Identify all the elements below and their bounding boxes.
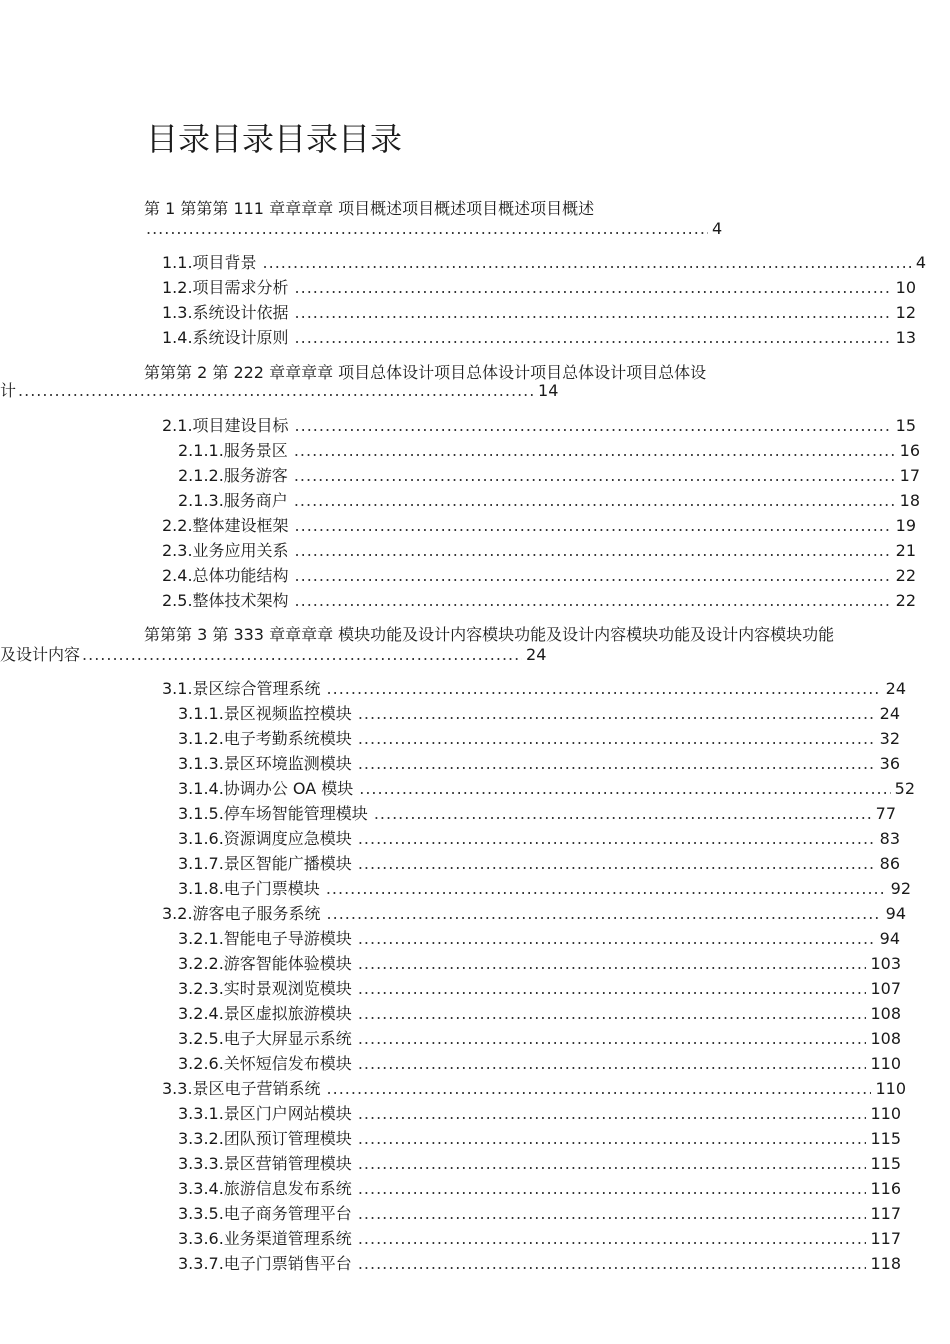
toc-entry-3-2-1[interactable]: [178, 927, 900, 951]
toc-entry-title: 协调办公 OA 模块: [223, 779, 354, 798]
toc-dot-leader: [358, 1202, 867, 1226]
toc-dot-leader: [18, 380, 534, 402]
toc-dot-leader: [358, 927, 876, 951]
toc-entry-3-1-3[interactable]: [178, 752, 900, 776]
toc-entry-3-3-1[interactable]: [178, 1102, 901, 1126]
toc-dot-leader: [263, 251, 912, 275]
toc-entry-2-2[interactable]: [162, 514, 916, 538]
toc-entry-3-3-7[interactable]: [178, 1252, 901, 1276]
toc-chapter-1-page: 4: [712, 219, 723, 238]
toc-entry-page: 36: [879, 754, 900, 773]
toc-entry-number: 3.2.6.: [178, 1054, 224, 1073]
toc-entry-page: 92: [890, 879, 911, 898]
toc-entry-number: 2.1.3.: [178, 491, 224, 510]
toc-dot-leader: [358, 952, 867, 976]
toc-dot-leader: [327, 902, 882, 926]
toc-dot-leader: [358, 752, 876, 776]
toc-entry-3-1-4[interactable]: [178, 777, 915, 801]
toc-entry-number: 2.1.1.: [178, 441, 224, 460]
toc-entry-page: 118: [870, 1254, 901, 1273]
toc-chapter-3-heading[interactable]: 第第第 3 第 333 章章章章 模块功能及设计内容模块功能及设计内容模块功能及设计内容模块功能: [144, 625, 835, 644]
toc-entry-title: 团队预订管理模块: [223, 1129, 352, 1148]
toc-dot-leader: [358, 1052, 867, 1076]
toc-entry-page: 108: [870, 1004, 901, 1023]
toc-entry-page: 83: [879, 829, 900, 848]
toc-entry-number: 3.3.2.: [178, 1129, 224, 1148]
toc-entry-title: 电子考勤系统模块: [223, 729, 352, 748]
toc-entry-page: 24: [885, 679, 906, 698]
toc-entry-page: 24: [879, 704, 900, 723]
toc-entry-page: 22: [895, 566, 916, 585]
toc-chapter-3-leader-line[interactable]: [0, 644, 546, 666]
toc-chapter-2-continuation: 计: [0, 381, 17, 400]
toc-dot-leader: [295, 564, 892, 588]
toc-entry-number: 2.3.: [162, 541, 193, 560]
toc-entry-page: 86: [879, 854, 900, 873]
toc-entry-title: 电子大屏显示系统: [223, 1029, 352, 1048]
toc-entry-title: 项目需求分析: [192, 278, 289, 297]
page-title: 目录目录目录目录: [146, 120, 403, 158]
toc-entry-title: 电子门票销售平台: [223, 1254, 352, 1273]
toc-chapter-2-heading[interactable]: 第第第 2 第 222 章章章章 项目总体设计项目总体设计项目总体设计项目总体设: [144, 363, 707, 382]
toc-dot-leader: [294, 464, 896, 488]
toc-dot-leader: [295, 589, 892, 613]
toc-chapter-2-leader-line[interactable]: [0, 380, 558, 402]
toc-dot-leader: [358, 1177, 867, 1201]
toc-entry-1-4[interactable]: [162, 326, 916, 350]
toc-entry-2-5[interactable]: [162, 589, 916, 613]
toc-entry-page: 110: [870, 1054, 901, 1073]
toc-entry-3-1-8[interactable]: [178, 877, 911, 901]
toc-entry-3-2-4[interactable]: [178, 1002, 901, 1026]
toc-entry-number: 3.1.3.: [178, 754, 224, 773]
toc-dot-leader: [374, 802, 872, 826]
toc-entry-number: 1.4.: [162, 328, 193, 347]
toc-dot-leader: [294, 439, 896, 463]
toc-dot-leader: [295, 414, 892, 438]
toc-entry-1-1[interactable]: [162, 251, 926, 275]
toc-entry-title: 游客智能体验模块: [223, 954, 352, 973]
toc-entry-title: 资源调度应急模块: [223, 829, 352, 848]
toc-entry-title: 景区虚拟旅游模块: [223, 1004, 352, 1023]
toc-entry-number: 3.1.6.: [178, 829, 224, 848]
toc-entry-number: 3.1.7.: [178, 854, 224, 873]
toc-entry-page: 116: [870, 1179, 901, 1198]
toc-entry-page: 107: [870, 979, 901, 998]
toc-dot-leader: [146, 218, 708, 240]
toc-entry-2-1-2[interactable]: [178, 464, 920, 488]
toc-dot-leader: [358, 1102, 867, 1126]
toc-entry-3-3-5[interactable]: [178, 1202, 901, 1226]
toc-entry-1-2[interactable]: [162, 276, 916, 300]
toc-entry-title: 项目建设目标: [192, 416, 289, 435]
toc-entry-page: 117: [870, 1204, 901, 1223]
toc-entry-page: 12: [895, 303, 916, 322]
toc-entry-number: 3.2.: [162, 904, 193, 923]
toc-dot-leader: [327, 677, 882, 701]
toc-entry-3-3[interactable]: [162, 1077, 906, 1101]
toc-entry-page: 19: [895, 516, 916, 535]
toc-entry-title: 景区电子营销系统: [192, 1079, 321, 1098]
toc-dot-leader: [358, 977, 867, 1001]
toc-entry-title: 项目背景: [192, 253, 257, 272]
toc-chapter-1-leader-line[interactable]: [144, 218, 722, 240]
toc-entry-title: 整体技术架构: [192, 591, 289, 610]
toc-dot-leader: [358, 702, 876, 726]
toc-entry-number: 2.5.: [162, 591, 193, 610]
toc-entry-page: 21: [895, 541, 916, 560]
toc-dot-leader: [295, 326, 892, 350]
toc-entry-3-1[interactable]: [162, 677, 906, 701]
toc-entry-title: 景区门户网站模块: [223, 1104, 352, 1123]
toc-entry-page: 4: [915, 253, 926, 272]
toc-entry-number: 3.1.1.: [178, 704, 224, 723]
toc-entry-page: 110: [875, 1079, 906, 1098]
toc-entry-page: 16: [899, 441, 920, 460]
toc-entry-title: 景区综合管理系统: [192, 679, 321, 698]
toc-entry-2-1[interactable]: [162, 414, 916, 438]
toc-entry-number: 3.2.1.: [178, 929, 224, 948]
toc-entry-page: 22: [895, 591, 916, 610]
toc-entry-number: 3.3.5.: [178, 1204, 224, 1223]
toc-entry-number: 3.1.5.: [178, 804, 224, 823]
toc-dot-leader: [358, 1127, 867, 1151]
toc-entry-number: 2.1.2.: [178, 466, 224, 485]
toc-entry-page: 94: [885, 904, 906, 923]
toc-dot-leader: [326, 877, 887, 901]
toc-dot-leader: [295, 539, 892, 563]
toc-entry-number: 2.2.: [162, 516, 193, 535]
toc-entry-page: 77: [875, 804, 896, 823]
toc-entry-title: 实时景观浏览模块: [223, 979, 352, 998]
toc-entry-number: 3.3.: [162, 1079, 193, 1098]
toc-entry-page: 94: [879, 929, 900, 948]
toc-entry-2-4[interactable]: [162, 564, 916, 588]
toc-entry-page: 115: [870, 1154, 901, 1173]
toc-entry-page: 103: [870, 954, 901, 973]
toc-entry-number: 3.2.4.: [178, 1004, 224, 1023]
toc-entry-number: 3.2.3.: [178, 979, 224, 998]
toc-entry-3-2[interactable]: [162, 902, 906, 926]
toc-entry-3-3-4[interactable]: [178, 1177, 901, 1201]
toc-chapter-1-heading[interactable]: 第 1 第第第 111 章章章章 项目概述项目概述项目概述项目概述: [144, 199, 595, 218]
toc-entry-3-1-2[interactable]: [178, 727, 900, 751]
toc-entry-title: 业务应用关系: [192, 541, 289, 560]
toc-dot-leader: [358, 727, 876, 751]
toc-entry-number: 3.2.2.: [178, 954, 224, 973]
toc-entry-title: 智能电子导游模块: [223, 929, 352, 948]
toc-entry-page: 17: [899, 466, 920, 485]
toc-dot-leader: [294, 489, 896, 513]
toc-entry-2-3[interactable]: [162, 539, 916, 563]
toc-entry-title: 旅游信息发布系统: [223, 1179, 352, 1198]
toc-entry-number: 3.3.4.: [178, 1179, 224, 1198]
toc-entry-number: 3.3.6.: [178, 1229, 224, 1248]
toc-entry-number: 3.1.4.: [178, 779, 224, 798]
toc-entry-title: 景区智能广播模块: [223, 854, 352, 873]
toc-dot-leader: [358, 1152, 867, 1176]
toc-entry-title: 服务游客: [223, 466, 288, 485]
toc-entry-number: 3.3.3.: [178, 1154, 224, 1173]
toc-entry-number: 1.2.: [162, 278, 193, 297]
toc-dot-leader: [358, 1252, 867, 1276]
toc-dot-leader: [295, 276, 892, 300]
toc-entry-page: 15: [895, 416, 916, 435]
toc-entry-3-1-1[interactable]: [178, 702, 900, 726]
toc-dot-leader: [358, 1027, 867, 1051]
toc-entry-page: 18: [899, 491, 920, 510]
toc-entry-number: 3.1.: [162, 679, 193, 698]
toc-entry-number: 3.1.8.: [178, 879, 224, 898]
toc-dot-leader: [358, 1227, 867, 1251]
toc-dot-leader: [295, 514, 892, 538]
toc-entry-number: 1.1.: [162, 253, 193, 272]
toc-entry-page: 115: [870, 1129, 901, 1148]
toc-chapter-3-continuation: 及设计内容: [0, 645, 81, 664]
toc-entry-number: 3.2.5.: [178, 1029, 224, 1048]
toc-entry-title: 电子商务管理平台: [223, 1204, 352, 1223]
toc-entry-page: 110: [870, 1104, 901, 1123]
toc-entry-title: 关怀短信发布模块: [223, 1054, 352, 1073]
toc-dot-leader: [358, 852, 876, 876]
toc-entry-number: 3.3.1.: [178, 1104, 224, 1123]
toc-entry-number: 1.3.: [162, 303, 193, 322]
toc-entry-title: 整体建设框架: [192, 516, 289, 535]
toc-entry-3-1-6[interactable]: [178, 827, 900, 851]
toc-entry-number: 2.1.: [162, 416, 193, 435]
toc-entry-number: 3.1.2.: [178, 729, 224, 748]
toc-entry-page: 13: [895, 328, 916, 347]
toc-entry-3-2-2[interactable]: [178, 952, 901, 976]
toc-entry-title: 系统设计原则: [192, 328, 289, 347]
toc-entry-title: 业务渠道管理系统: [223, 1229, 352, 1248]
toc-entry-title: 服务景区: [223, 441, 288, 460]
toc-entry-title: 游客电子服务系统: [192, 904, 321, 923]
toc-entry-title: 服务商户: [223, 491, 288, 510]
toc-entry-number: 3.3.7.: [178, 1254, 224, 1273]
toc-dot-leader: [327, 1077, 872, 1101]
toc-dot-leader: [295, 301, 892, 325]
toc-entry-title: 电子门票模块: [223, 879, 320, 898]
toc-entry-3-3-3[interactable]: [178, 1152, 901, 1176]
toc-entry-3-3-6[interactable]: [178, 1227, 901, 1251]
toc-dot-leader: [358, 1002, 867, 1026]
toc-entry-3-2-5[interactable]: [178, 1027, 901, 1051]
toc-entry-page: 10: [895, 278, 916, 297]
toc-dot-leader: [82, 644, 522, 666]
toc-dot-leader: [359, 777, 890, 801]
toc-entry-title: 景区营销管理模块: [223, 1154, 352, 1173]
toc-entry-page: 32: [879, 729, 900, 748]
toc-entry-page: 52: [894, 779, 915, 798]
toc-chapter-2-page: 14: [538, 381, 559, 400]
toc-dot-leader: [358, 827, 876, 851]
toc-entry-2-1-1[interactable]: [178, 439, 920, 463]
toc-entry-3-3-2[interactable]: [178, 1127, 901, 1151]
toc-entry-title: 停车场智能管理模块: [223, 804, 368, 823]
toc-entry-title: 总体功能结构: [192, 566, 289, 585]
toc-entry-title: 景区环境监测模块: [223, 754, 352, 773]
toc-entry-1-3[interactable]: [162, 301, 916, 325]
toc-entry-number: 2.4.: [162, 566, 193, 585]
toc-entry-page: 117: [870, 1229, 901, 1248]
toc-entry-3-2-3[interactable]: [178, 977, 901, 1001]
toc-entry-page: 108: [870, 1029, 901, 1048]
toc-entry-title: 景区视频监控模块: [223, 704, 352, 723]
toc-entry-3-2-6[interactable]: [178, 1052, 901, 1076]
toc-entry-3-1-5[interactable]: [178, 802, 896, 826]
toc-entry-title: 系统设计依据: [192, 303, 289, 322]
toc-entry-3-1-7[interactable]: [178, 852, 900, 876]
toc-chapter-3-page: 24: [526, 645, 547, 664]
toc-entry-2-1-3[interactable]: [178, 489, 920, 513]
